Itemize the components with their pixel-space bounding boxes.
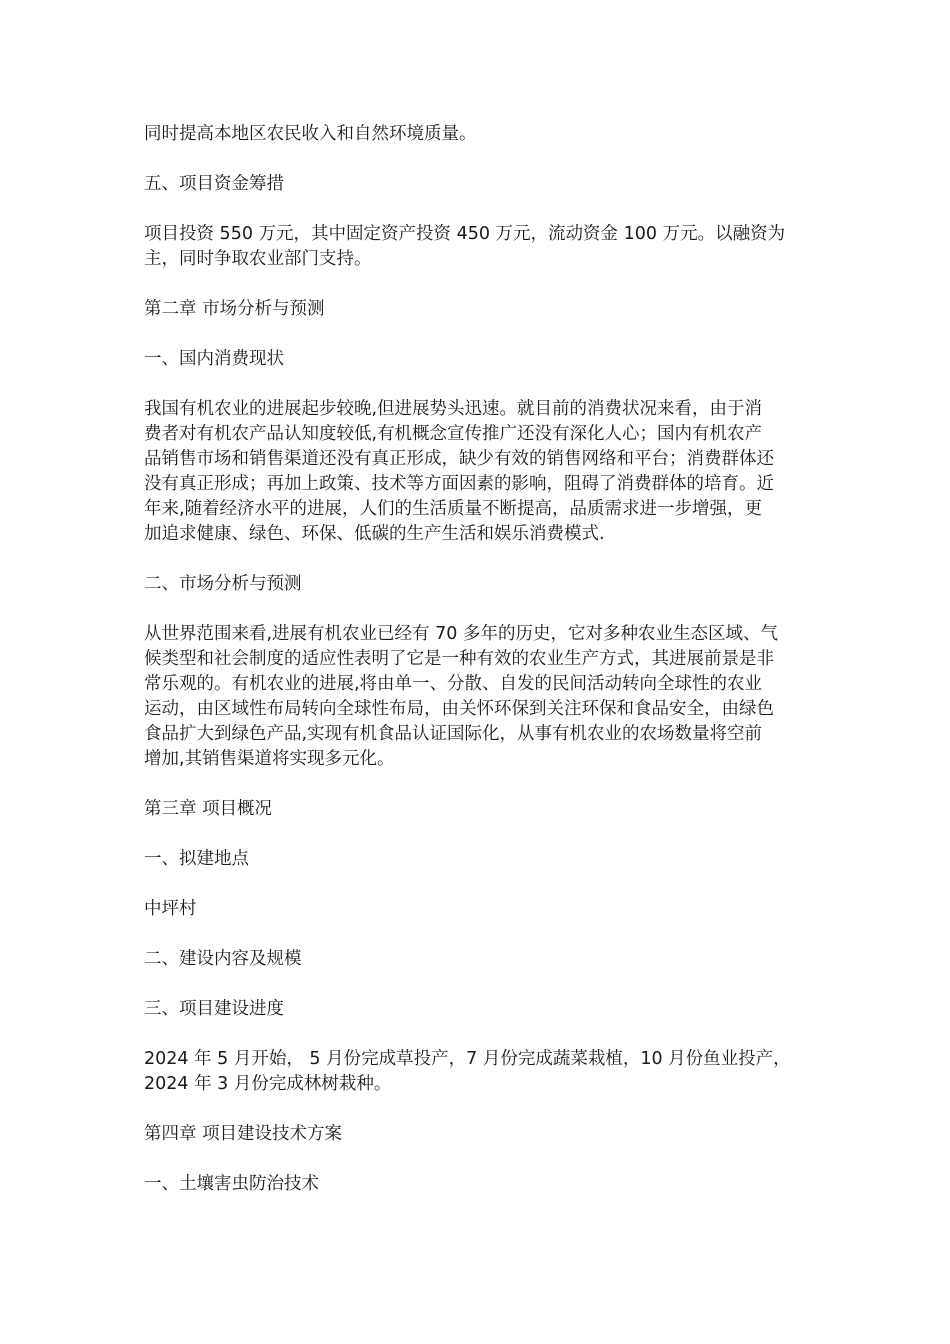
section-heading-location: 一、拟建地点: [144, 849, 249, 869]
paragraph-location: 中坪村: [144, 899, 197, 919]
section-heading-funding: 五、项目资金筹措: [144, 174, 284, 194]
paragraph-schedule: 2024 年 5 月开始， 5 月份完成草投产，7 月份完成蔬菜栽植，10 月份鱼业投产， 2024 年 3 月份完成林树栽种。: [144, 1049, 791, 1094]
paragraph-market-analysis: 从世界范围来看,进展有机农业已经有 70 多年的历史，它对多种农业生态区域、气 候类型和社会制度的适应性表明了它是一种有效的农业生产方式，其进展前景是非 常乐观的。有机农业的进展,将由单一、分散、自发的民间活动转向全球性的农业 运动，由区域性布局转向全球性布局，由关怀环保到关注环保和食品安全，由绿色 食品扩大到绿色产品,实现有机食品认证国际化，从事有机农业的农场数量将空前 增加,其销售渠道将实现多元化。: [144, 624, 778, 769]
chapter-heading-market: 第二章 市场分析与预测: [144, 299, 325, 319]
section-heading-domestic-consumption: 一、国内消费现状: [144, 349, 284, 369]
paragraph-domestic-consumption: 我国有机农业的进展起步较晚,但进展势头迅速。就目前的消费状况来看，由于消 费者对有机农产品认知度较低,有机概念宣传推广还没有深化人心；国内有机农产 品销售市场和销售渠道还没有真正形成，缺少有效的销售网络和平台；消费群体还 没有真正形成；再加上政策、技术等方面因素的影响，阻碍了消费群体的培育。近 年来,随着经济水平的进展，人们的生活质量不断提高，品质需求进一步增强，更 加追求健康、绿色、环保、低碳的生产生活和娱乐消费模式.: [144, 399, 774, 544]
section-heading-pest-control: 一、土壤害虫防治技术: [144, 1174, 319, 1194]
section-heading-market-analysis: 二、市场分析与预测: [144, 574, 302, 594]
document-page: [144, 122, 808, 1222]
section-heading-schedule: 三、项目建设进度: [144, 999, 284, 1019]
paragraph-income-environment: 同时提高本地区农民收入和自然环境质量。: [144, 124, 477, 144]
paragraph-funding: 项目投资 550 万元，其中固定资产投资 450 万元，流动资金 100 万元。以融资为 主，同时争取农业部门支持。: [144, 224, 786, 269]
section-heading-scale: 二、建设内容及规模: [144, 949, 302, 969]
chapter-heading-technical-plan: 第四章 项目建设技术方案: [144, 1124, 343, 1144]
chapter-heading-overview: 第三章 项目概况: [144, 799, 273, 819]
